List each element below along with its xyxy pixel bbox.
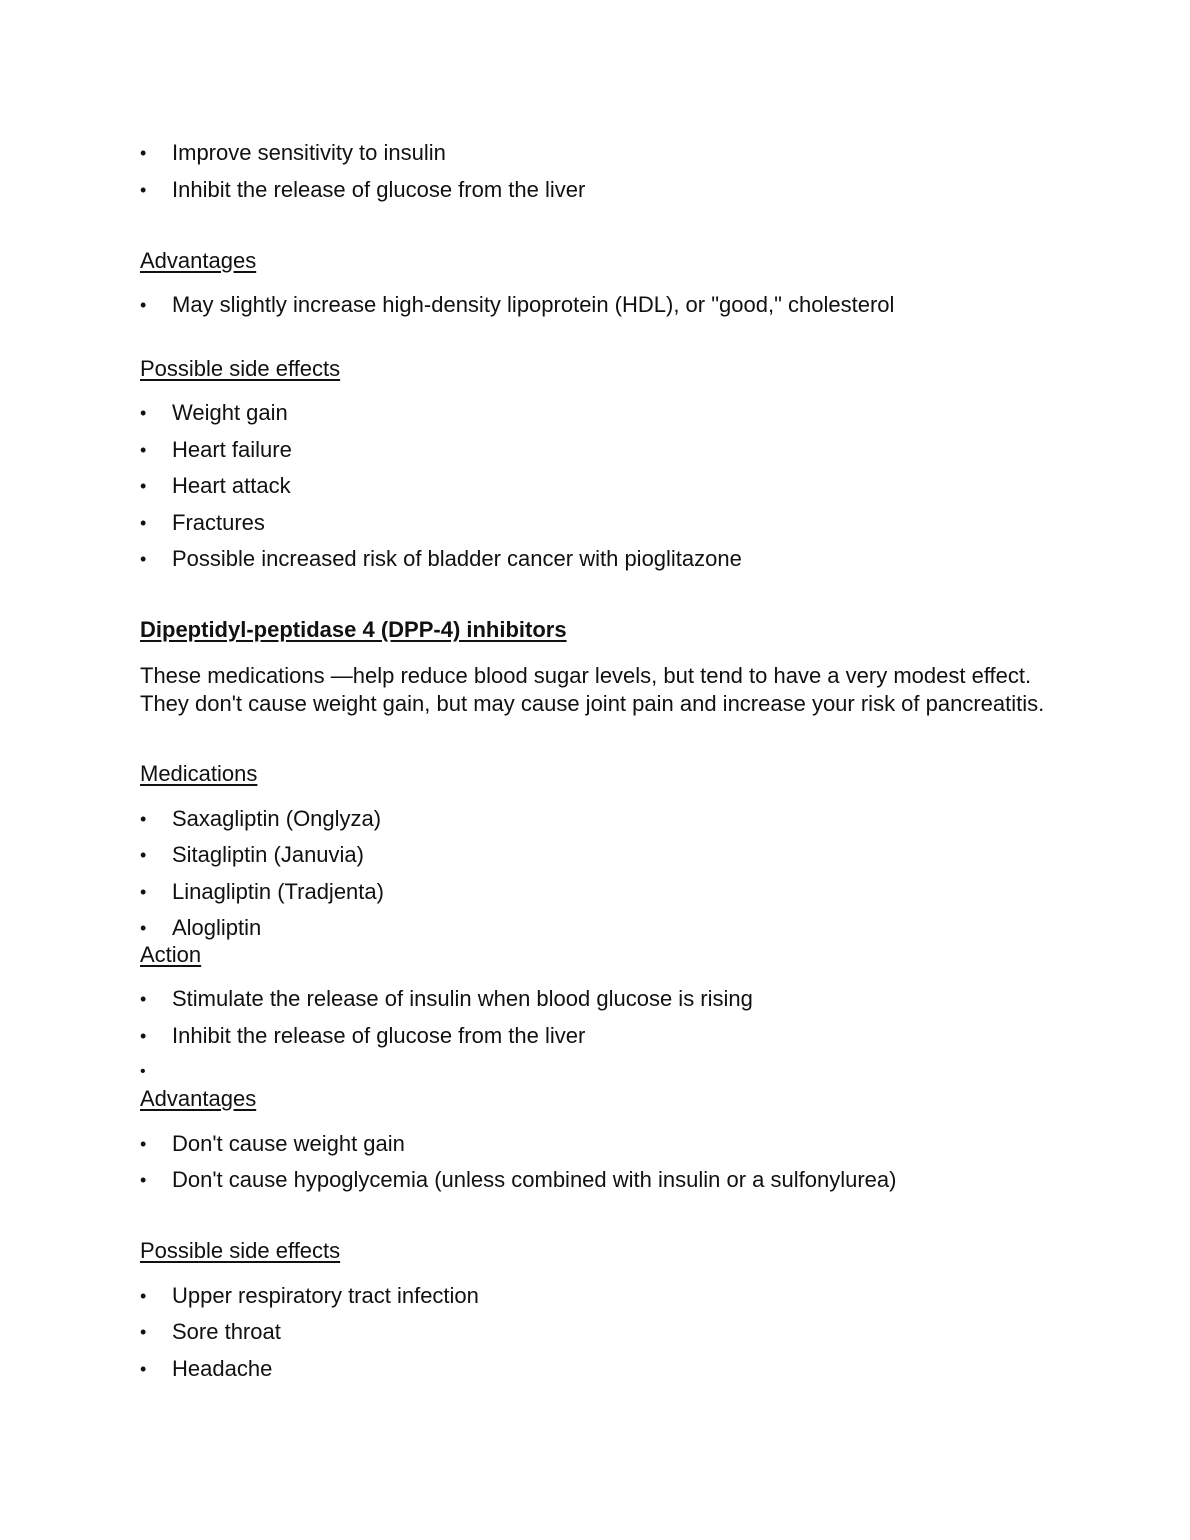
list-item: Don't cause weight gain — [172, 1131, 405, 1156]
list-item: Inhibit the release of glucose from the liver — [172, 1023, 586, 1048]
bullet-marker: • — [140, 549, 147, 569]
bullet-marker: • — [140, 440, 147, 460]
bullet-marker: • — [140, 809, 147, 829]
side-effects-heading: Possible side effects — [140, 1238, 341, 1263]
bullet-marker: • — [140, 513, 147, 533]
list-item: Heart failure — [172, 437, 292, 462]
list-item: Saxagliptin (Onglyza) — [172, 806, 382, 831]
advantages-heading: Advantages — [140, 1086, 257, 1111]
bullet-marker: • — [140, 1170, 147, 1190]
side-effects-heading: Possible side effects — [140, 356, 341, 381]
bullet-marker: • — [140, 1286, 147, 1306]
list-item: Sitagliptin (Januvia) — [172, 842, 364, 867]
bullet-marker: • — [140, 845, 147, 865]
list-item: Don't cause hypoglycemia (unless combined with insulin or a sulfonylurea) — [172, 1167, 897, 1192]
list-item: Headache — [172, 1356, 273, 1381]
bullet-marker: • — [140, 295, 147, 315]
bullet-marker: • — [140, 476, 147, 496]
list-item: Inhibit the release of glucose from the liver — [172, 177, 586, 202]
list-item: May slightly increase high-density lipoprotein (HDL), or "good," cholesterol — [172, 292, 895, 317]
section-title: Dipeptidyl-peptidase 4 (DPP-4) inhibitors — [140, 617, 567, 642]
bullet-marker: • — [140, 1359, 147, 1379]
list-item: Upper respiratory tract infection — [172, 1283, 479, 1308]
medications-heading: Medications — [140, 761, 258, 786]
advantages-heading: Advantages — [140, 248, 257, 273]
list-item: Alogliptin — [172, 915, 262, 940]
list-item: Sore throat — [172, 1319, 281, 1344]
list-item: Weight gain — [172, 400, 288, 425]
bullet-marker: • — [140, 1322, 147, 1342]
list-item: Fractures — [172, 510, 265, 535]
bullet-marker: • — [140, 882, 147, 902]
list-item: Stimulate the release of insulin when blood glucose is rising — [172, 986, 753, 1011]
action-heading: Action — [140, 942, 202, 967]
list-item: Linagliptin (Tradjenta) — [172, 879, 384, 904]
list-item: Improve sensitivity to insulin — [172, 140, 446, 165]
bullet-marker: • — [140, 989, 147, 1009]
bullet-marker: • — [140, 143, 147, 163]
bullet-marker: • — [140, 403, 147, 423]
empty-bullet-marker: • — [140, 1063, 146, 1080]
bullet-marker: • — [140, 1134, 147, 1154]
intro-paragraph: These medications —help reduce blood sugar levels, but tend to have a very modest effect. They don't cause weight gain, but may cause joint pain and increase your risk of pancreatitis. — [140, 663, 1045, 716]
list-item: Possible increased risk of bladder cancer with pioglitazone — [172, 546, 742, 571]
list-item: Heart attack — [172, 473, 291, 498]
bullet-marker: • — [140, 180, 147, 200]
bullet-marker: • — [140, 918, 147, 938]
bullet-marker: • — [140, 1026, 147, 1046]
